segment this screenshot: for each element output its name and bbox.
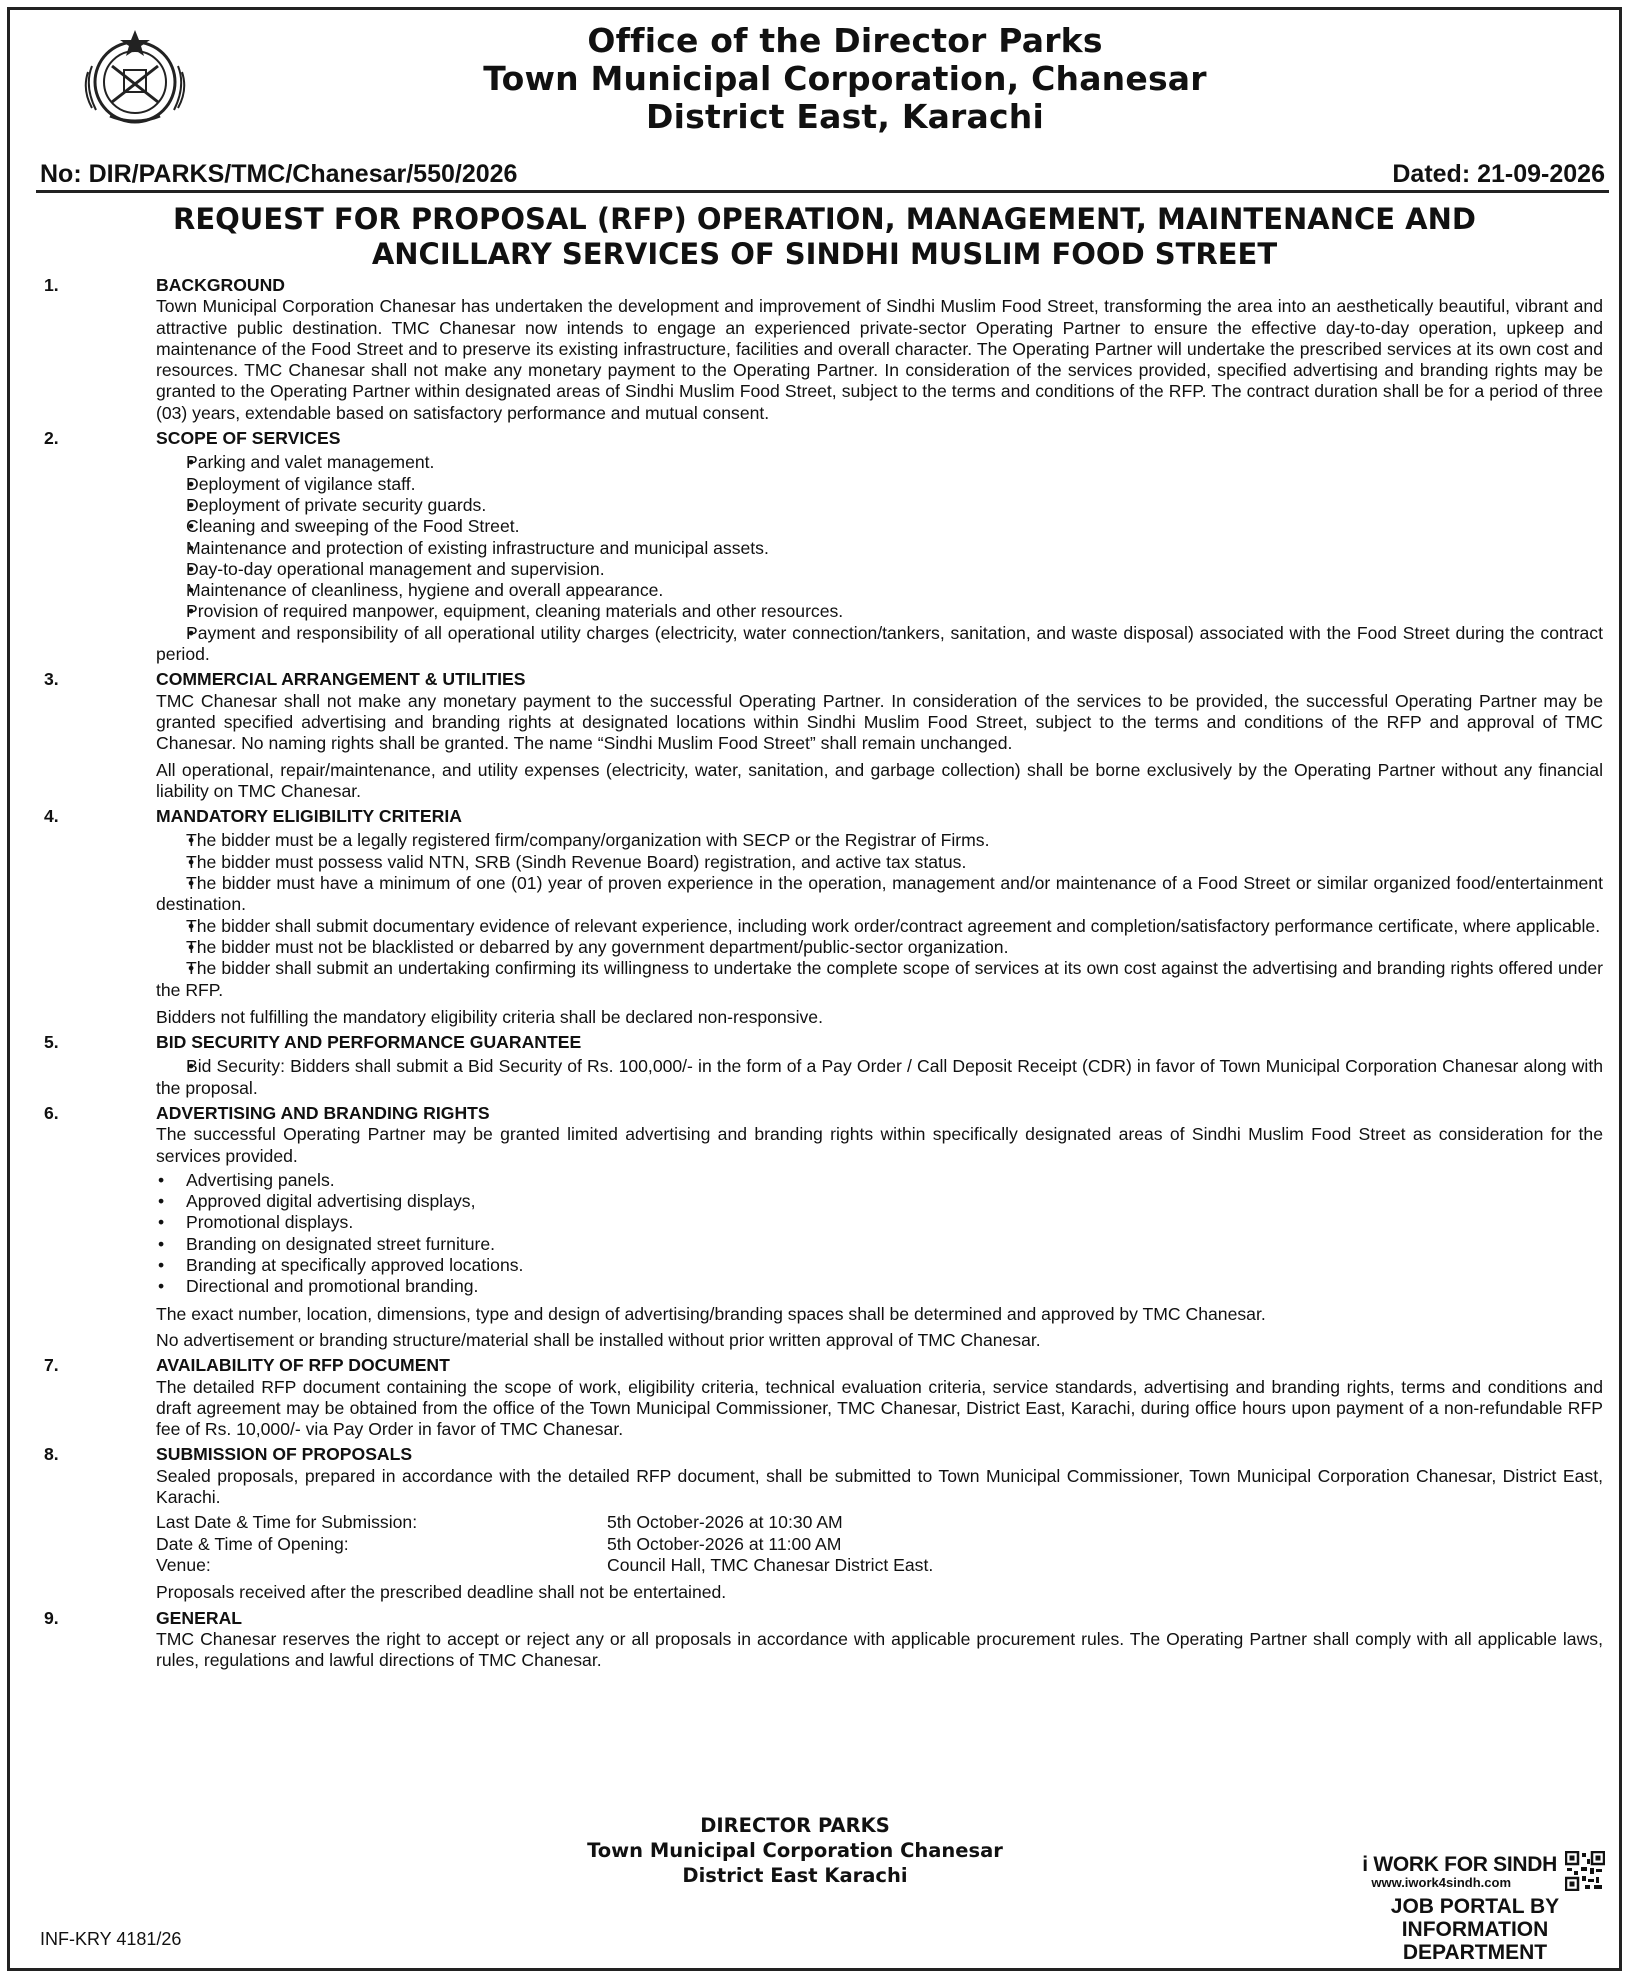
section-text: Sealed proposals, prepared in accordance with the detailed RFP document, shall be submitted to Town Municipal Commissioner, Town Municipal Corporation Chanesar, District East, Karachi. <box>156 1465 1603 1508</box>
office-line-2: Town Municipal Corporation, Chanesar <box>483 59 1207 98</box>
list-item: • Approved digital advertising displays, <box>156 1191 1603 1212</box>
scope-list <box>156 452 1603 665</box>
section-advertising-rights <box>44 1103 1603 1351</box>
signatory-district: District East Karachi <box>682 1864 908 1887</box>
schedule-label: Date & Time of Opening: <box>156 1533 349 1554</box>
rfp-title-line-1: REQUEST FOR PROPOSAL (RFP) OPERATION, MANAGEMENT, MAINTENANCE AND <box>173 202 1476 236</box>
schedule-label: Last Date & Time for Submission: <box>156 1512 418 1533</box>
reference-row <box>40 160 1605 189</box>
list-item: • Promotional displays. <box>156 1212 1603 1233</box>
municipal-emblem-icon <box>62 26 208 130</box>
list-item: • Payment and responsibility of all operational utility charges (electricity, water connection/tankers, sanitation, and waste disposal) associated with the Food Street during the contract period. <box>156 623 1603 666</box>
section-number: 1. <box>44 275 59 295</box>
schedule-label: Venue: <box>156 1554 211 1575</box>
list-item: • The bidder must not be blacklisted or debarred by any government department/public-sector organization. <box>156 937 1603 958</box>
reference-number: No: DIR/PARKS/TMC/Chanesar/550/2026 <box>40 160 518 188</box>
list-item: • Provision of required manpower, equipment, cleaning materials and other resources. <box>156 601 1603 622</box>
section-background <box>44 275 1603 424</box>
section-number: 5. <box>44 1032 59 1053</box>
section-heading: BID SECURITY AND PERFORMANCE GUARANTEE <box>156 1032 582 1053</box>
portal-caption-line-1: JOB PORTAL BY <box>1390 1895 1560 1918</box>
section-note: No advertisement or branding structure/material shall be installed without prior written approval of TMC Chanesar. <box>156 1329 1041 1350</box>
section-note: Proposals received after the prescribed deadline shall not be entertained. <box>156 1582 727 1603</box>
list-item: • Cleaning and sweeping of the Food Street. <box>156 516 1603 537</box>
bid-security-list <box>156 1056 1603 1099</box>
section-number: 7. <box>44 1355 59 1376</box>
section-heading: SUBMISSION OF PROPOSALS <box>156 1444 413 1465</box>
section-number: 4. <box>44 806 59 827</box>
section-text: The successful Operating Partner may be granted limited advertising and branding rights within specifically designated areas of Sindhi Muslim Food Street as consideration for the services provided. <box>156 1124 1603 1166</box>
signature-block <box>480 1813 1110 1888</box>
section-note: Bidders not fulfilling the mandatory eligibility criteria shall be declared non-responsive. <box>156 1006 823 1027</box>
signatory-office: Town Municipal Corporation Chanesar <box>587 1839 1003 1862</box>
section-number: 8. <box>44 1444 59 1465</box>
section-text: TMC Chanesar shall not make any monetary payment to the successful Operating Partner. In consideration of the services to be provided, the successful Operating Partner may be granted specified advertising and branding rights at designated locations within Sindhi Muslim Food Street, subject to the terms and conditions of the RFP and approval of TMC Chanesar. No naming rights shall be granted. The name “Sindhi Muslim Food Street” shall remain unchanged. <box>156 690 1603 754</box>
schedule-value: 5th October-2026 at 11:00 AM <box>607 1533 842 1554</box>
section-text: Town Municipal Corporation Chanesar has undertaken the development and improvement of Sindhi Muslim Food Street, transforming the area into an aesthetically beautiful, vibrant and attractive public destination. TMC Chanesar now intends to engage an experienced private-sector Operating Partner to ensure the effective day-to-day operation, upkeep and maintenance of the Food Street and to preserve its existing infrastructure, facilities and overall character. The Operating Partner will undertake the prescribed services at its own cost and resources. TMC Chanesar shall not make any monetary payment to the Operating Partner. In consideration of the services provided, specified advertising and branding rights may be granted to the Operating Partner within designated areas of Sindhi Muslim Food Street, subject to the terms and conditions of the RFP. The contract duration shall be for a period of three (03) years, extendable based on satisfactory performance and mutual consent. <box>156 296 1603 423</box>
advertising-list <box>156 1170 1603 1298</box>
list-item: • Maintenance and protection of existing infrastructure and municipal assets. <box>156 538 1603 559</box>
eligibility-list <box>156 830 1603 1000</box>
issue-date: Dated: 21-09-2026 <box>1392 160 1605 188</box>
job-portal-badge <box>1305 1851 1605 1964</box>
list-item: • The bidder must be a legally registered firm/company/organization with SECP or the Registrar of Firms. <box>156 830 1603 851</box>
section-text: TMC Chanesar reserves the right to accept or reject any or all proposals in accordance with applicable procurement rules. The Operating Partner shall comply with all applicable laws, rules, regulations and lawful directions of TMC Chanesar. <box>156 1628 1603 1671</box>
signatory-title: DIRECTOR PARKS <box>700 1814 890 1837</box>
list-item: • Advertising panels. <box>156 1170 1603 1191</box>
office-line-3: District East, Karachi <box>646 97 1044 136</box>
portal-brand: i WORK FOR SINDH <box>1362 1852 1557 1876</box>
section-bid-security <box>44 1032 1603 1099</box>
rfp-title <box>70 202 1579 272</box>
section-number: 2. <box>44 428 59 449</box>
section-number: 9. <box>44 1607 59 1628</box>
office-heading <box>440 22 1250 136</box>
portal-caption <box>1345 1895 1605 1964</box>
list-item: • Branding at specifically approved locations. <box>156 1255 1603 1276</box>
list-item: • The bidder shall submit documentary evidence of relevant experience, including work order/contract agreement and completion/satisfactory performance certificate, where applicable. <box>156 916 1603 937</box>
list-item: • The bidder must have a minimum of one (01) year of proven experience in the operation, management and/or maintenance of a Food Street or similar organized food/entertainment destination. <box>156 873 1603 916</box>
section-number: 3. <box>44 669 59 690</box>
list-item: • The bidder shall submit an undertaking confirming its willingness to undertake the complete scope of services at its own cost against the advertising and branding rights offered under the RFP. <box>156 958 1603 1001</box>
qr-code-icon <box>1565 1851 1605 1891</box>
inf-code: INF-KRY 4181/26 <box>40 1929 182 1949</box>
section-general <box>44 1608 1603 1672</box>
list-item: • Directional and promotional branding. <box>156 1276 1603 1297</box>
section-text: The detailed RFP document containing the scope of work, eligibility criteria, technical evaluation criteria, service standards, advertising and branding rights, terms and conditions and draft agreement may be obtained from the office of the Town Municipal Commissioner, TMC Chanesar, District East, Karachi, during office hours upon payment of a non-refundable RFP fee of Rs. 10,000/- via Pay Order in favor of TMC Chanesar. <box>156 1376 1603 1440</box>
office-line-1: Office of the Director Parks <box>587 21 1103 60</box>
portal-caption-line-2: INFORMATION DEPARTMENT <box>1401 1918 1549 1964</box>
section-heading: AVAILABILITY OF RFP DOCUMENT <box>156 1355 450 1376</box>
section-rfp-availability <box>44 1355 1603 1440</box>
section-heading: COMMERCIAL ARRANGEMENT & UTILITIES <box>156 669 526 690</box>
list-item: • Parking and valet management. <box>156 452 1603 473</box>
section-eligibility-criteria <box>44 806 1603 1028</box>
list-item: • Deployment of private security guards. <box>156 495 1603 516</box>
section-number: 6. <box>44 1102 59 1123</box>
list-item: • Bid Security: Bidders shall submit a Bid Security of Rs. 100,000/- in the form of a Pay Order / Call Deposit Receipt (CDR) in favor of Town Municipal Corporation Chanesar along with the proposal. <box>156 1056 1603 1099</box>
section-heading: GENERAL <box>156 1607 243 1628</box>
header-divider <box>36 190 1609 193</box>
list-item: • Maintenance of cleanliness, hygiene and overall appearance. <box>156 580 1603 601</box>
section-heading: BACKGROUND <box>156 275 286 295</box>
schedule-value: 5th October-2026 at 10:30 AM <box>607 1512 843 1533</box>
section-heading: SCOPE OF SERVICES <box>156 428 341 449</box>
section-scope-of-services <box>44 428 1603 665</box>
section-heading: ADVERTISING AND BRANDING RIGHTS <box>156 1102 490 1123</box>
rfp-title-line-2: ANCILLARY SERVICES OF SINDHI MUSLIM FOOD STREET <box>371 237 1278 271</box>
advertisement-page <box>7 7 1622 1971</box>
submission-schedule <box>156 1512 1603 1576</box>
schedule-value: Council Hall, TMC Chanesar District East. <box>607 1554 934 1575</box>
section-commercial-arrangement <box>44 669 1603 802</box>
list-item: • Day-to-day operational management and supervision. <box>156 559 1603 580</box>
rfp-body <box>44 275 1603 1675</box>
brand-row <box>1305 1851 1605 1891</box>
section-heading: MANDATORY ELIGIBILITY CRITERIA <box>156 806 462 827</box>
list-item: • The bidder must possess valid NTN, SRB (Sindh Revenue Board) registration, and active tax status. <box>156 852 1603 873</box>
section-submission <box>44 1444 1603 1603</box>
portal-website: www.iwork4sindh.com <box>1371 1874 1511 1890</box>
section-note: The exact number, location, dimensions, type and design of advertising/branding spaces shall be determined and approved by TMC Chanesar. <box>156 1303 1266 1324</box>
section-text: All operational, repair/maintenance, and utility expenses (electricity, water, sanitation, and garbage collection) shall be borne exclusively by the Operating Partner without any financial liability on TMC Chanesar. <box>156 759 1603 801</box>
list-item: • Deployment of vigilance staff. <box>156 474 1603 495</box>
list-item: • Branding on designated street furniture. <box>156 1234 1603 1255</box>
